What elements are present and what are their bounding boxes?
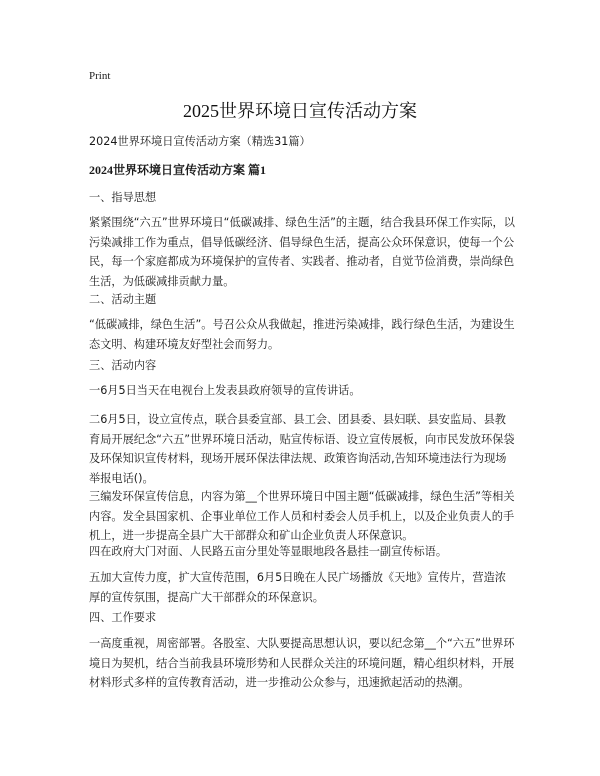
print-link[interactable]: Print — [89, 70, 111, 82]
article-heading: 2024世界环境日宣传活动方案 篇1 — [89, 163, 267, 177]
paragraph-theme: “低碳减排，绿色生活”。号召公众从我做起，推进污染减排，践行绿色生活，为建设生态文明、构建环境友好型社会而努力。 — [89, 318, 515, 351]
section-heading-theme: 二、活动主题 — [89, 293, 157, 306]
content-item-4: 四在政府大门对面、人民路五亩分里处等显眼地段各悬挂一副宣传标语。 — [89, 545, 448, 558]
section-heading-requirements: 四、工作要求 — [89, 611, 157, 624]
requirement-item-1: 一高度重视，周密部署。各股室、大队要提高思想认识，要以纪念第__个“六五”世界环境日为契机，结合当前我县环境形势和人民群众关注的环境问题，精心组织材料，开展材料形式多样的宣传教育活动，进一步推动公众参与，迅速掀起活动的热潮。 — [89, 637, 515, 690]
content-item-3: 三编发环保宣传信息，内容为第__个世界环境日中国主题“低碳减排，绿色生活”等相关内容。发全县国家机、企事业单位工作人员和村委会人员手机上，以及企业负责人的手机上，进一步提高全县广大干部群众和矿山企业负责人环保意识。 — [89, 490, 515, 543]
content-item-5: 五加大宣传力度，扩大宣传范围，6月5日晚在人民广场播放《天地》宣传片，营造浓厚的宣传氛围，提高广大干部群众的环保意识。 — [89, 571, 506, 604]
section-heading-guiding: 一、指导思想 — [89, 191, 157, 204]
paragraph-guiding: 紧紧围绕“六五”世界环境日“低碳减排、绿色生活”的主题，结合我县环保工作实际，以污染减排工作为重点，倡导低碳经济、倡导绿色生活，提高公众环保意识，使每一个公民，每一个家庭都成为环境保护的宣传者、实践者、推动者，自觉节俭消费，崇尚绿色生活，为低碳减排贡献力量。 — [89, 216, 515, 288]
content-item-2: 二6月5日，设立宣传点，联合县委宣部、县工会、团县委、县妇联、县安监局、县教育局开展纪念“六五”世界环境日活动，贴宣传标语、设立宣传展板，向市民发放环保袋及环保知识宣传材料，现场开展环保法律法规、政策咨询活动,告知环境违法行为现场举报电话()。 — [89, 413, 515, 485]
content-item-1: 一6月5日当天在电视台上发表县政府领导的宣传讲话。 — [89, 384, 361, 397]
document-title: 2025世界环境日宣传活动方案 — [183, 101, 417, 121]
section-heading-content: 三、活动内容 — [89, 359, 157, 372]
document-subtitle: 2024世界环境日宣传活动方案（精选31篇） — [89, 135, 311, 148]
